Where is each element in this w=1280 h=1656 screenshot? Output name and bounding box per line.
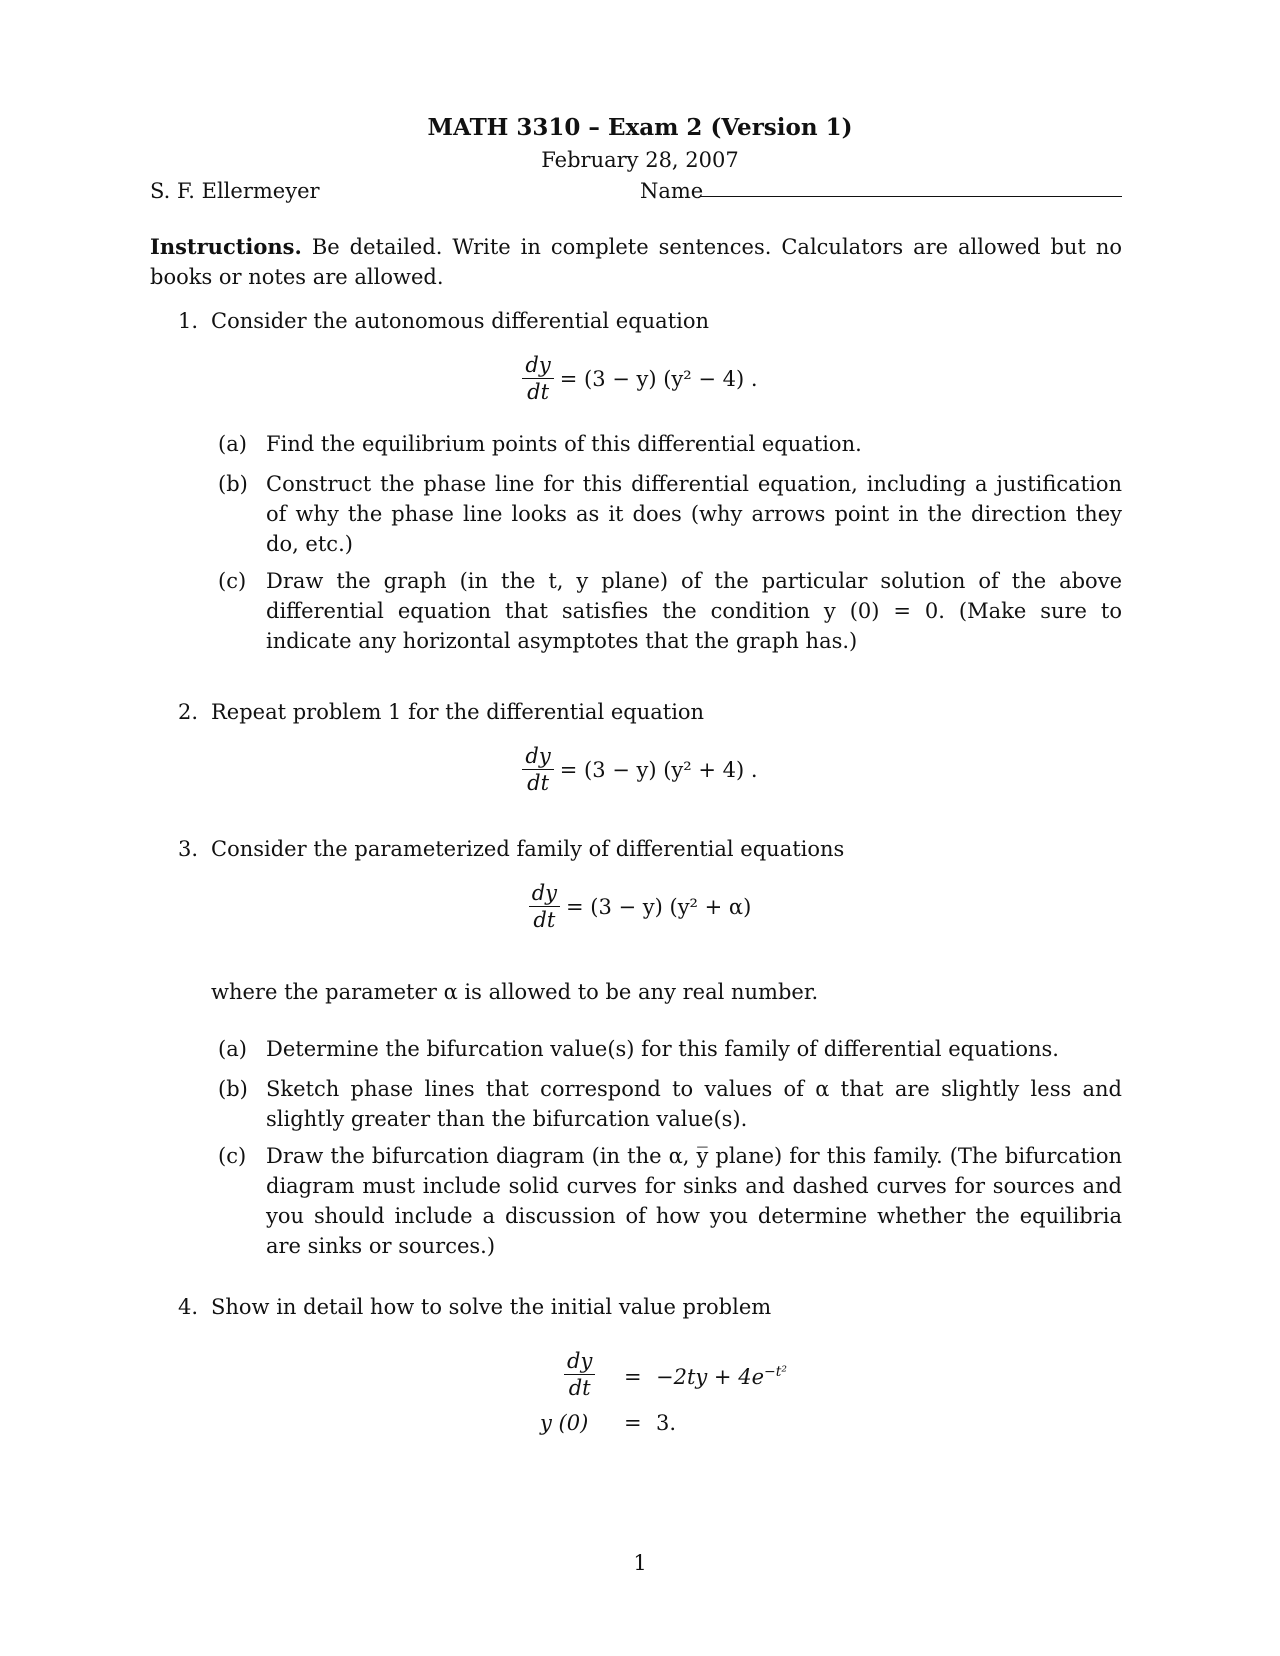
problem-number: 2. (178, 700, 199, 724)
problem-text: Consider the autonomous differential equation (211, 309, 710, 333)
derivative-fraction (522, 743, 553, 796)
ivp-rhs-1 (656, 1362, 787, 1392)
problem-1 (178, 306, 1122, 336)
part-text: Find the equilibrium points of this differential equation. (266, 432, 862, 456)
derivative-fraction (529, 880, 560, 933)
part-text: Draw the bifurcation diagram (in the α, y̅ plane) for this family. (The bifurcation diagram must include solid curves for sinks and dashed curves for sources and you should include a discussion of how you determine whether the equilibria are sinks or sources.) (266, 1144, 1122, 1258)
exam-title: MATH 3310 – Exam 2 (Version 1) (427, 114, 853, 141)
problem-number: 3. (178, 837, 199, 861)
instructions-label: Instructions. (150, 234, 302, 259)
fraction-numerator: dy (522, 352, 553, 379)
part-label: (b) (218, 472, 248, 496)
fraction-denominator: dt (527, 380, 550, 404)
problem-3 (178, 834, 1122, 864)
problem-1-part-b (218, 469, 1122, 559)
page-number: 1 (633, 1551, 647, 1575)
problem-1-part-c (218, 566, 1122, 656)
instructions-text: Be detailed. Write in complete sentences. Calculators are allowed but no books or notes are allowed. (150, 235, 1122, 289)
part-label: (b) (218, 1077, 248, 1101)
fraction-numerator: dy (522, 743, 553, 770)
problem-3-part-b (218, 1074, 1122, 1134)
problem-4 (178, 1292, 1122, 1322)
problem-3-parameter-note: where the parameter α is allowed to be any real number. (211, 980, 819, 1004)
problem-1-part-a (218, 429, 1122, 459)
part-text: Sketch phase lines that correspond to values of α that are slightly less and slightly greater than the bifurcation value(s). (266, 1077, 1122, 1131)
problem-3-part-c (218, 1141, 1122, 1261)
problem-text: Consider the parameterized family of differential equations (211, 837, 845, 861)
part-text: Draw the graph (in the t, y plane) of the particular solution of the above differential equation that satisfies the condition y (0) = 0. (Make sure to indicate any horizontal asymptotes that the graph has.) (266, 569, 1122, 653)
fraction-denominator: dt (568, 1376, 591, 1400)
equation-rhs: = (3 − y) (y² + α) (566, 894, 752, 919)
ivp-equals-1: = (624, 1365, 642, 1389)
name-label: Name (640, 179, 704, 203)
problem-number: 4. (178, 1295, 199, 1319)
equation-rhs: = (3 − y) (y² + 4) . (559, 757, 758, 782)
problem-1-equation (0, 352, 1280, 405)
fraction-denominator: dt (527, 771, 550, 795)
part-label: (a) (218, 432, 247, 456)
ivp-initial-condition: y (0) (540, 1411, 589, 1435)
fraction-numerator: dy (564, 1348, 595, 1375)
derivative-fraction (564, 1348, 595, 1401)
problem-3-equation (0, 880, 1280, 933)
part-label: (c) (218, 1144, 247, 1168)
ivp-initial-value: 3. (656, 1411, 677, 1435)
ivp-rhs-1-exponent: −t² (764, 1364, 787, 1380)
exam-date: February 28, 2007 (541, 148, 739, 172)
part-text: Construct the phase line for this differential equation, including a justification of why the phase line looks as it does (why arrows point in the direction they do, etc.) (266, 472, 1122, 556)
fraction-numerator: dy (529, 880, 560, 907)
problem-text: Repeat problem 1 for the differential equation (211, 700, 705, 724)
problem-text: Show in detail how to solve the initial value problem (211, 1295, 772, 1319)
ivp-derivative (564, 1348, 601, 1401)
problem-2 (178, 697, 1122, 727)
instructions (150, 232, 1122, 292)
author: S. F. Ellermeyer (150, 179, 320, 203)
problem-2-equation (0, 743, 1280, 796)
derivative-fraction (522, 352, 553, 405)
part-text: Determine the bifurcation value(s) for this family of differential equations. (266, 1037, 1059, 1061)
ivp-equals-2: = (624, 1411, 642, 1435)
problem-number: 1. (178, 309, 199, 333)
equation-rhs: = (3 − y) (y² − 4) . (559, 366, 758, 391)
problem-3-part-a (218, 1034, 1122, 1064)
ivp-rhs-1-base: −2ty + 4e (656, 1365, 764, 1389)
part-label: (a) (218, 1037, 247, 1061)
part-label: (c) (218, 569, 247, 593)
name-blank-line (700, 196, 1122, 197)
fraction-denominator: dt (533, 908, 556, 932)
